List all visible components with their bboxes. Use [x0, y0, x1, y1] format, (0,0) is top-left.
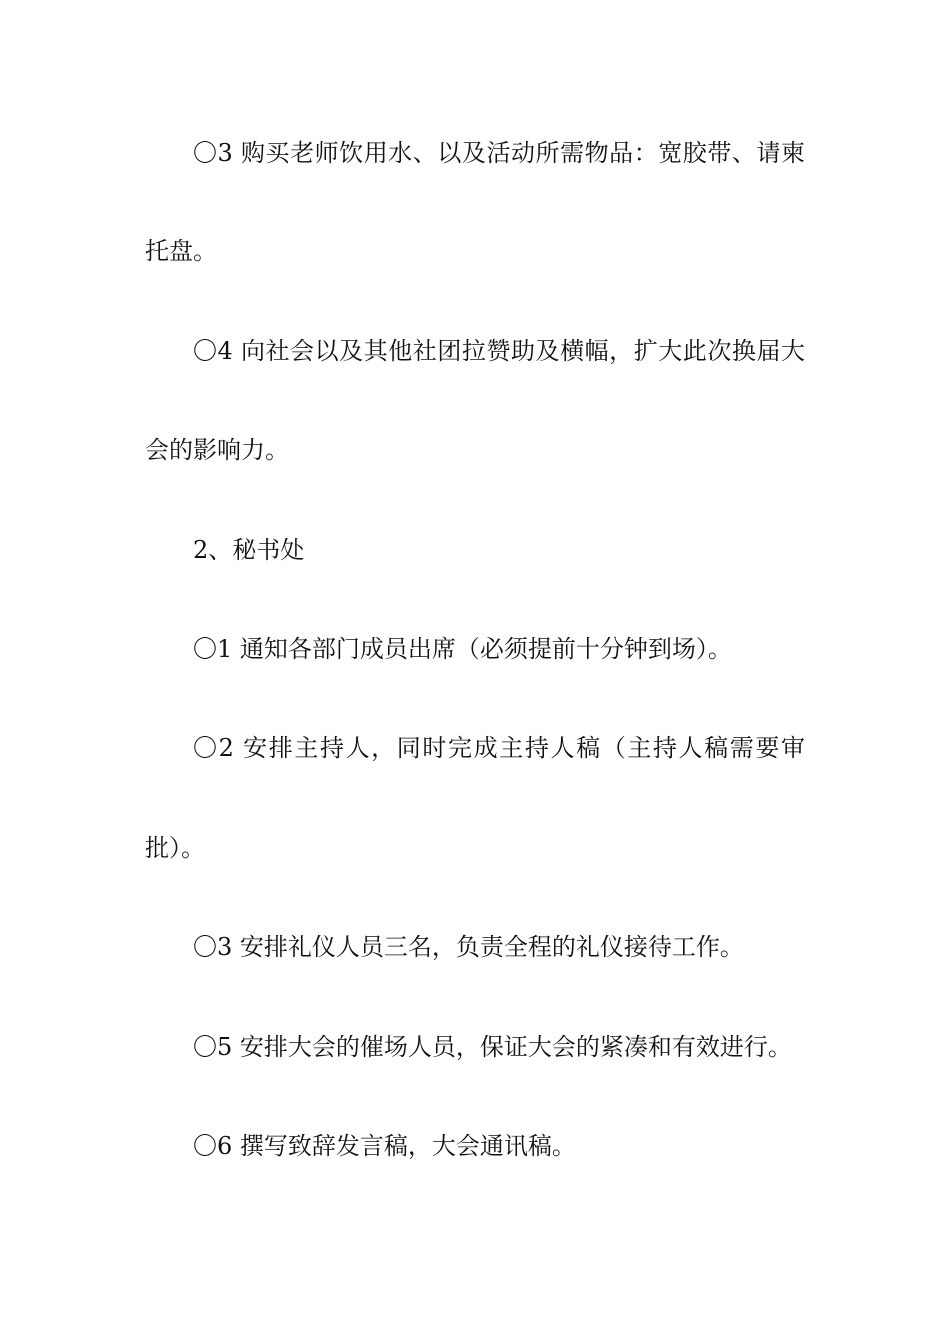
paragraph-line: 〇1 通知各部门成员出席（必须提前十分钟到场）。 — [193, 635, 732, 663]
paragraph-line: 〇5 安排大会的催场人员，保证大会的紧凑和有效进行。 — [193, 1033, 792, 1061]
section-heading: 2、秘书处 — [193, 536, 305, 564]
paragraph-line: 托盘。 — [145, 237, 217, 265]
paragraph-line: 〇6 撰写致辞发言稿，大会通讯稿。 — [193, 1132, 576, 1160]
paragraph-line: 〇2 安排主持人，同时完成主持人稿（主持人稿需要审 — [193, 734, 805, 762]
paragraph-line: 批）。 — [145, 834, 205, 862]
paragraph-line: 〇3 安排礼仪人员三名，负责全程的礼仪接待工作。 — [193, 933, 744, 961]
paragraph-line: 〇3 购买老师饮用水、以及活动所需物品：宽胶带、请柬 — [193, 139, 805, 167]
paragraph-line: 会的影响力。 — [145, 436, 289, 464]
paragraph-line: 〇4 向社会以及其他社团拉赞助及横幅，扩大此次换届大 — [193, 337, 805, 365]
